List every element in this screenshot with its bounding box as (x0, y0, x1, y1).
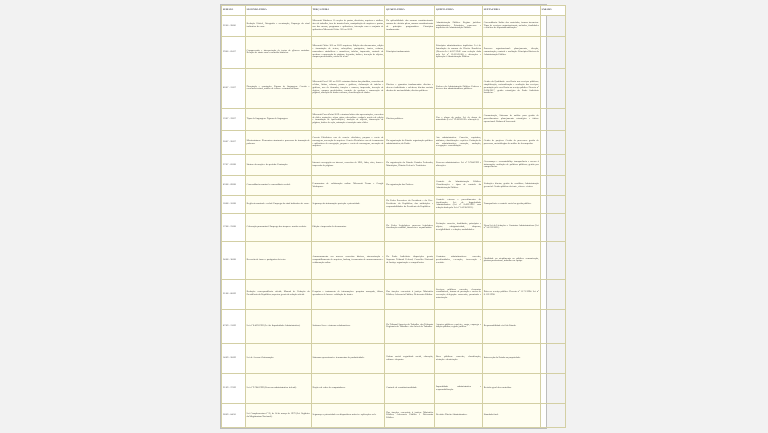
week-range: 07/09 - 13/09 (222, 309, 246, 343)
saturday-topic (540, 36, 566, 68)
table-row (222, 131, 566, 155)
week-range: 06/07 - 12/07 (222, 68, 246, 108)
week-range: 14/09 - 20/09 (222, 344, 246, 374)
monday-topic: Lei nº 8.429/1992 (Lei de Improbidade Administrativa). (245, 309, 311, 343)
tuesday-topic: Segurança e privacidade em dispositivos móveis e aplicações web. (311, 404, 385, 428)
monday-topic: Lei nº 9.784/1999 (Processo administrativo federal). (245, 374, 311, 404)
week-range: 31/08 - 06/09 (222, 279, 246, 309)
tuesday-topic: Sistemas operacionais e ferramentas de produtividade. (311, 344, 385, 374)
monday-topic: Denotação e conotação. Figuras de linguagem. Coesão e coerência textual, análise de textos e estrutura da frase. (245, 68, 311, 108)
header-terca: TERÇA-FEIRA (311, 6, 385, 16)
saturday-topic (540, 404, 566, 428)
monday-topic: Redação Oficial, Ortografia e acentuação, Emprego do sinal indicativo de crase. (245, 16, 311, 36)
thursday-topic: Bens públicos: conceito, classificação, afetação e desafetação. (435, 344, 483, 374)
wednesday-topic: Das funções essenciais à justiça: Ministério Público; Advocacia Pública; Defensoria Pública. (385, 279, 435, 309)
table-row (222, 374, 566, 404)
week-range: 03/08 - 09/08 (222, 176, 246, 195)
monday-topic: Compreensão e interpretação de textos de gêneros variados. Relação de sinais com o conteúdo histórico. (245, 36, 311, 68)
week-range: 29/06 - 05/07 (222, 36, 246, 68)
saturday-topic (540, 108, 566, 131)
saturday-topic (540, 213, 566, 241)
thursday-topic: Administração Pública. Regime jurídico-administrativo. Princípios expressos e implícitos da Administração Pública. (435, 16, 483, 36)
friday-topic: Governança e accountability: transparência e acesso à informação; avaliação de políticas públicas; gestão por competências. (482, 154, 540, 176)
table-row (222, 309, 566, 343)
monday-topic: Lei Complementar nº 35, de 14 de março de 1979 (Lei Orgânica da Magistratura Nacional). (245, 404, 311, 428)
monday-topic: Lei de Acesso à Informação. (245, 344, 311, 374)
thursday-topic: Uso e abuso do poder. Lei de abuso de autoridade (Lei nº 13.869/2019 e alterações). (435, 108, 483, 131)
tuesday-topic: Pesquisa e tratamento de informações: pesquisa avançada, filtros, operadores de busca e validação de fontes. (311, 279, 385, 309)
friday-topic: Transparência e controle social na gestão pública. (482, 195, 540, 213)
wednesday-topic: Direitos e garantias fundamentais: direitos e deveres individuais e coletivos; direitos sociais; direitos de nacionalidade; direitos políticos. (385, 68, 435, 108)
thursday-topic: Serviços públicos: conceito, elementos constitutivos, formas de prestação e meios de execução; delegação: concessão, permissão e autorização. (435, 279, 483, 309)
saturday-topic (540, 16, 566, 36)
wednesday-topic: Do Poder Legislativo: processo legislativo; fiscalização contábil, financeira e orçamentária. (385, 213, 435, 241)
wednesday-topic: Da organização do Estado: organização político-administrativa; da União. (385, 131, 435, 155)
wednesday-topic: Da organização dos Poderes. (385, 176, 435, 195)
week-range: 20/07 - 26/07 (222, 131, 246, 155)
wednesday-topic: Do Tribunal Superior do Trabalho, dos Tribunais Regionais do Trabalho e dos Juízes do Trabalho. (385, 309, 435, 343)
saturday-topic (540, 195, 566, 213)
week-range: 17/08 - 23/08 (222, 213, 246, 241)
saturday-topic (540, 309, 566, 343)
table-row (222, 108, 566, 131)
thursday-topic: Poderes da Administração Pública. Poderes e deveres dos administradores públicos. (435, 68, 483, 108)
thursday-topic: Controle externo e procedimentos de fiscalização. Lei de Improbidade Administrativa (Lei nº 8.429/1992 com redação dada pela Lei nº 14.230/2021). (435, 195, 483, 213)
friday-topic: Gestão da Qualidade: excelência nos serviços públicos; simplificação, racionalização e avaliação dos serviços; premiação pela excelência no serviço público. Decreto nº 9.094/2017, gestão estratégica do Poder Judiciário brasileiro. (482, 68, 540, 108)
thursday-topic: Improbidade administrativa e responsabilização. (435, 374, 483, 404)
header-quarta: QUARTA-FEIRA (385, 6, 435, 16)
table-row (222, 344, 566, 374)
saturday-topic (540, 176, 566, 195)
week-range: 21/09 - 27/09 (222, 374, 246, 404)
monday-topic: Colocação pronominal. Emprego dos tempos e modos verbais. (245, 213, 311, 241)
thursday-topic: Processo administrativo. Lei nº 9.784/1999 e alterações. (435, 154, 483, 176)
tuesday-topic: Microsoft Office 365 ou 2019: arquivos; Edição dos documentos, edição e formatação de textos, cabeçalhos, parágrafos, fontes, colunas, marcadores simbólicos e numéricos, tabelas, impressão, controle de quebras e numeração de páginas, legendas, índices, inserção de objetos, campos predefinidos, caixas de texto. (311, 36, 385, 68)
friday-topic: Processo organizacional: planejamento, direção, comunicação, controle e avaliação. Princípios Básicos da Administração Pública. (482, 36, 540, 68)
friday-topic: Simulado final. (482, 404, 540, 428)
table-row (222, 154, 566, 176)
table-row (222, 68, 566, 108)
week-range: 13/07 - 19/07 (222, 108, 246, 131)
week-range: 22/06 - 28/06 (222, 16, 246, 36)
table-row (222, 213, 566, 241)
friday-topic: Responsabilidade civil do Estado. (482, 309, 540, 343)
friday-topic: Comunicação, Sistemas de análise para gestão de procedimentos: planejamento estratégico e tático-operacional. Balanced Scorecard. (482, 108, 540, 131)
header-sexta: SEXTA-FEIRA (482, 6, 540, 16)
thursday-topic: Princípios administrativos implícitos. Lei de Introdução às normas do Direito Brasileiro (Decreto-Lei 4.657/1942 com redação dada pela Lei nº 13.655/2018) e alterações e aplicação à Administração Pública. (435, 36, 483, 68)
wednesday-topic: Do Poder Judiciário: disposições gerais; Supremo Tribunal Federal; Conselho Nacional de Justiça; organização e competências. (385, 241, 435, 279)
wednesday-topic: Ordem social: seguridade social, educação, cultura e desporto. (385, 344, 435, 374)
week-range: 24/08 - 30/08 (222, 241, 246, 279)
table-row (222, 176, 566, 195)
tuesday-topic: Armazenamento em nuvem: conceitos básicos, sincronização e compartilhamento de arquivos, backup, ferramentas de armazenamento e colaboração online. (311, 241, 385, 279)
table-row (222, 279, 566, 309)
week-range: 28/09 - 04/10 (222, 404, 246, 428)
friday-topic: Ética no serviço público. Decreto nº 1.171/1994. Lei nº 8.112/1990. (482, 279, 540, 309)
thursday-topic: Revisão: Direito Administrativo. (435, 404, 483, 428)
thursday-topic: Contratos administrativos: conceito, peculiaridades, execução, inexecução e rescisão. (435, 241, 483, 279)
header-segunda: SEGUNDA-FEIRA (245, 6, 311, 16)
monday-topic: Concordância nominal e concordância verbal. (245, 176, 311, 195)
thursday-topic: Ato administrativo. Conceito, requisitos, atributos, classificação e espécies. Extinção do ato administrativo: cassação, anulação, revogação e convalidação. (435, 131, 483, 155)
table-row (222, 241, 566, 279)
wednesday-topic: Da organização do Estado: Estados Federados, Municípios, Distrito Federal e Territórios. (385, 154, 435, 176)
monday-topic: Reescrita de frases e parágrafos do texto. (245, 241, 311, 279)
table-row (222, 16, 566, 36)
monday-topic: Sintaxe da oração e do período. Pontuação. (245, 154, 311, 176)
tuesday-topic: Segurança da informação: proteção e privacidade. (311, 195, 385, 213)
monday-topic: Redação: correspondência oficial; Manual de Redação da Presidência da República; aspectos gerais da redação oficial. (245, 279, 311, 309)
friday-topic: Gestão de projetos: Gestão de processos: gestão de processos, metodologias de análise de desempenho. (482, 131, 540, 155)
table-row (222, 404, 566, 428)
wednesday-topic: Controle de constitucionalidade. (385, 374, 435, 404)
table-row (222, 195, 566, 213)
tuesday-topic: Correio Eletrônico: uso de correio eletrônico, preparo e envio de mensagens, anexação de arquivos. Correio Eletrônico: uso de ferramentas e aplicativos de navegação, preparo e envio de mensagens, anexação de arquivos. (311, 131, 385, 155)
friday-topic: Qualidade no atendimento ao público: comunicação, postura profissional, trabalho em equipe. (482, 241, 540, 279)
thursday-topic: Licitação: conceito, finalidades, princípios e objeto; obrigatoriedade, dispensa, inexigibilidade e vedação; modalidades. (435, 213, 483, 241)
tuesday-topic: Microsoft PowerPoint 2019: estrutura básica das apresentações, conceitos de slides, anotações, régua, guias, cabeçalhos e rodapés, noções de edição e formatação de apresentações, inserção de objetos, numeração de páginas, botões de ação, animação e transição entre slides. (311, 108, 385, 131)
saturday-topic (540, 154, 566, 176)
saturday-topic (540, 279, 566, 309)
saturday-topic (540, 241, 566, 279)
tuesday-topic: Software livre e sistemas colaborativos. (311, 309, 385, 343)
wednesday-topic: Das funções essenciais à justiça: Ministério Público; Advocacia Pública e Defensoria Pública. (385, 404, 435, 428)
week-range: 10/08 - 16/08 (222, 195, 246, 213)
wednesday-topic: Direitos políticos. (385, 108, 435, 131)
friday-topic: Nova Lei de Licitações e Contratos Administrativos (Lei nº 14.133/2021). (482, 213, 540, 241)
saturday-topic (540, 374, 566, 404)
friday-topic: Concordância. Índice dos conteúdos, formas incorretas. Tipos de serviços: organizacionais, métodos, finalidades e critérios de departamentalização. (482, 16, 540, 36)
tuesday-topic: Microsoft Excel 365 ou 2019: estrutura básica das planilhas, conceitos de células, linhas, colunas, pastas e gráficos, elaboração de tabelas e gráficos, uso de fórmulas, funções e macros, impressão, inserção de objetos, campos predefinidos, controle de quebras e numeração de páginas, obtenção de dados externos, classificação de dados. (311, 68, 385, 108)
tuesday-topic: Edição e impressão de documentos. (311, 213, 385, 241)
monday-topic: Morfossintaxe: Elementos estruturais e processos de formação de palavras. (245, 131, 311, 155)
table-row (222, 36, 566, 68)
header-quinta: QUINTA-FEIRA (435, 6, 483, 16)
wednesday-topic: Da aplicabilidade das normas constitucionais: normas de eficácia plena, normas constitucionais de princípio programático. Princípios fundamentais. (385, 16, 435, 36)
header-sabado: SÁBADO (540, 6, 566, 16)
header-row (222, 6, 566, 16)
tuesday-topic: Internet: navegação na internet, conceitos de URL, links, sites, busca e impressão de páginas. (311, 154, 385, 176)
wednesday-topic: Princípios fundamentais. (385, 36, 435, 68)
friday-topic: Licitações diretas; gestão de conflitos; Administração gerencial. Gestão pública eficiente, eficaz e efetiva. (482, 176, 540, 195)
saturday-topic (540, 131, 566, 155)
thursday-topic: Controle da Administração Pública. Classificações e tipos de controle da Administração Pública. (435, 176, 483, 195)
weekly-schedule-table (221, 5, 566, 428)
friday-topic: Revisão geral dos conteúdos. (482, 374, 540, 404)
monday-topic: Tipos de linguagem. Figuras de linguagem. (245, 108, 311, 131)
monday-topic: Regência nominal e verbal. Emprego do sinal indicativo de crase. (245, 195, 311, 213)
header-semana: SEMANA (222, 6, 246, 16)
study-schedule-sheet (220, 4, 552, 429)
saturday-topic (540, 68, 566, 108)
thursday-topic: Agentes públicos: espécies, cargo, emprego e função pública; regime jurídico. (435, 309, 483, 343)
tuesday-topic: Microsoft Windows 11: noções de pastas, diretórios, arquivos e atalhos, área de trabalho, área de transferência, manipulação de arquivos e pastas, uso dos menus, programas e aplicativos, interação com o conjunto de aplicativos Microsoft Office 365 ou 2019. (311, 16, 385, 36)
saturday-topic (540, 344, 566, 374)
tuesday-topic: Ferramentas de colaboração online: Microsoft Teams e Google Workspace. (311, 176, 385, 195)
week-range: 27/07 - 02/08 (222, 154, 246, 176)
tuesday-topic: Noções de redes de computadores. (311, 374, 385, 404)
wednesday-topic: Do Poder Executivo: do Presidente e do Vice-Presidente da República; das atribuições e responsabilidades do Presidente da República. (385, 195, 435, 213)
friday-topic: Intervenção do Estado na propriedade. (482, 344, 540, 374)
